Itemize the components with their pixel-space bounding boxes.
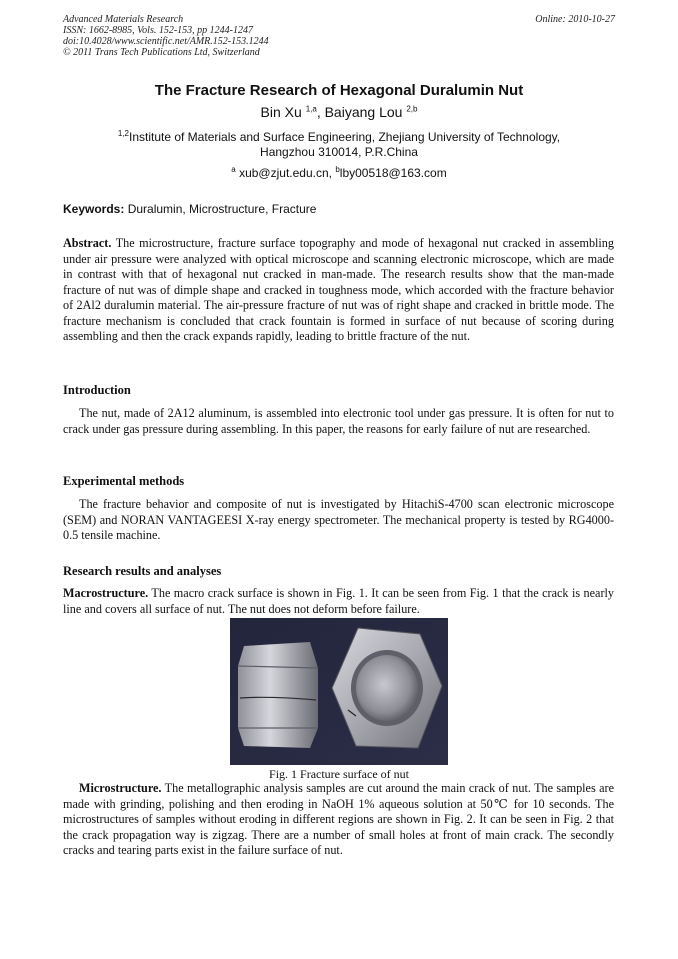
keywords bbox=[63, 202, 316, 216]
copyright-line: © 2011 Trans Tech Publications Ltd, Switzerland bbox=[63, 47, 260, 58]
author-name: Baiyang Lou bbox=[324, 104, 403, 120]
affiliation-mark: 1,2 bbox=[117, 129, 129, 138]
author-affiliation-mark: 1,a bbox=[305, 104, 317, 114]
abstract-text: The microstructure, fracture surface topography and mode of hexagonal nut cracked in assembling under air pressure were analyzed with optical microscope and scanning electronic microscope, which are made in contrast with that of hexagonal nut cracked in man-made. The research results show that the man-made fracture of nut was of dimple shape and cracked in toughness mode, which accorded with the fracture behavior of 2Al2 duralumin material. The air-pressure fracture of nut was of right shape and cracked in brittle mode. The fracture mechanism is concluded that crack fountain is formed in surface of nut because of scoring during assembling and then the crack expands rapidly, leading to brittle fracture of the nut. bbox=[63, 236, 614, 343]
nut-photo bbox=[230, 618, 448, 765]
abstract-label: Abstract. bbox=[63, 236, 112, 250]
journal-name: Advanced Materials Research bbox=[63, 14, 184, 25]
introduction-text: The nut, made of 2A12 aluminum, is assembled into electronic tool under gas pressure. It is often for nut to crack under gas pressure during assembling. In this paper, the reasons for early failure of nut are researched. bbox=[63, 406, 614, 436]
affiliation bbox=[0, 130, 678, 160]
author-list: Bin Xu $^{1,a}$, Baiyang Lou $^{2,b}$ bbox=[260, 104, 418, 120]
nut-side-view bbox=[238, 642, 318, 748]
abstract bbox=[63, 236, 614, 345]
macrostructure-paragraph bbox=[63, 586, 614, 617]
paper-title: The Fracture Research of Hexagonal Duralumin Nut bbox=[154, 82, 524, 99]
email-a[interactable]: xub@zjut.edu.cn, bbox=[239, 166, 332, 180]
keywords-text: Duralumin, Microstructure, Fracture bbox=[127, 202, 317, 216]
microstructure-text: The metallographic analysis samples are cut around the main crack of nut. The samples are made with grinding, polishing and then eroding in NaOH 1% aqueous solution at 50℃ for 10 seconds. The microstructures of samples without eroding in different regions are shown in Fig. 2. It can be seen in Fig. 2 that the crack propagation way is zigzag. There are a number of small holes at front of main crack. The secondly cracks and tearing parts exist in the failure surface of nut. bbox=[63, 781, 614, 857]
keywords-label: Keywords: bbox=[63, 202, 125, 216]
author-name: Bin Xu bbox=[260, 104, 302, 120]
results-heading: Research results and analyses bbox=[63, 564, 222, 578]
affiliation-line-1: Institute of Materials and Surface Engineering, Zhejiang University of Technology, bbox=[128, 130, 561, 144]
microstructure-label: Microstructure. bbox=[79, 781, 162, 795]
author-affiliation-mark: 2,b bbox=[406, 104, 418, 114]
journal-header bbox=[63, 14, 615, 58]
email-line bbox=[0, 166, 678, 180]
email-b[interactable]: lby00518@163.com bbox=[339, 166, 447, 180]
affiliation-line-2: Hangzhou 310014, P.R.China bbox=[260, 145, 418, 159]
methods-heading: Experimental methods bbox=[63, 474, 185, 488]
figure-1-caption: Fig. 1 Fracture surface of nut bbox=[269, 767, 409, 781]
methods-text: The fracture behavior and composite of nut is investigated by HitachiS-4700 scan electronic microscope (SEM) and NORAN VANTAGEESI X-ray energy spectrometer. The mechanical property is tested by RG4000-0.5 tensile machine. bbox=[63, 497, 614, 542]
microstructure-paragraph bbox=[63, 781, 614, 859]
doi-line: doi:10.4028/www.scientific.net/AMR.152-153.1244 bbox=[63, 36, 269, 47]
introduction-heading: Introduction bbox=[63, 383, 131, 397]
email-mark: a bbox=[231, 165, 236, 174]
figure-1-photo bbox=[230, 618, 448, 765]
macrostructure-text: The macro crack surface is shown in Fig. 1. It can be seen from Fig. 1 that the crack is nearly line and covers all surface of nut. The nut does not deform before failure. bbox=[63, 586, 614, 616]
email-mark: b bbox=[335, 165, 340, 174]
macrostructure-label: Macrostructure. bbox=[63, 586, 149, 600]
online-date: Online: 2010-10-27 bbox=[535, 14, 615, 25]
issn-line: ISSN: 1662-8985, Vols. 152-153, pp 1244-1247 bbox=[63, 25, 253, 36]
